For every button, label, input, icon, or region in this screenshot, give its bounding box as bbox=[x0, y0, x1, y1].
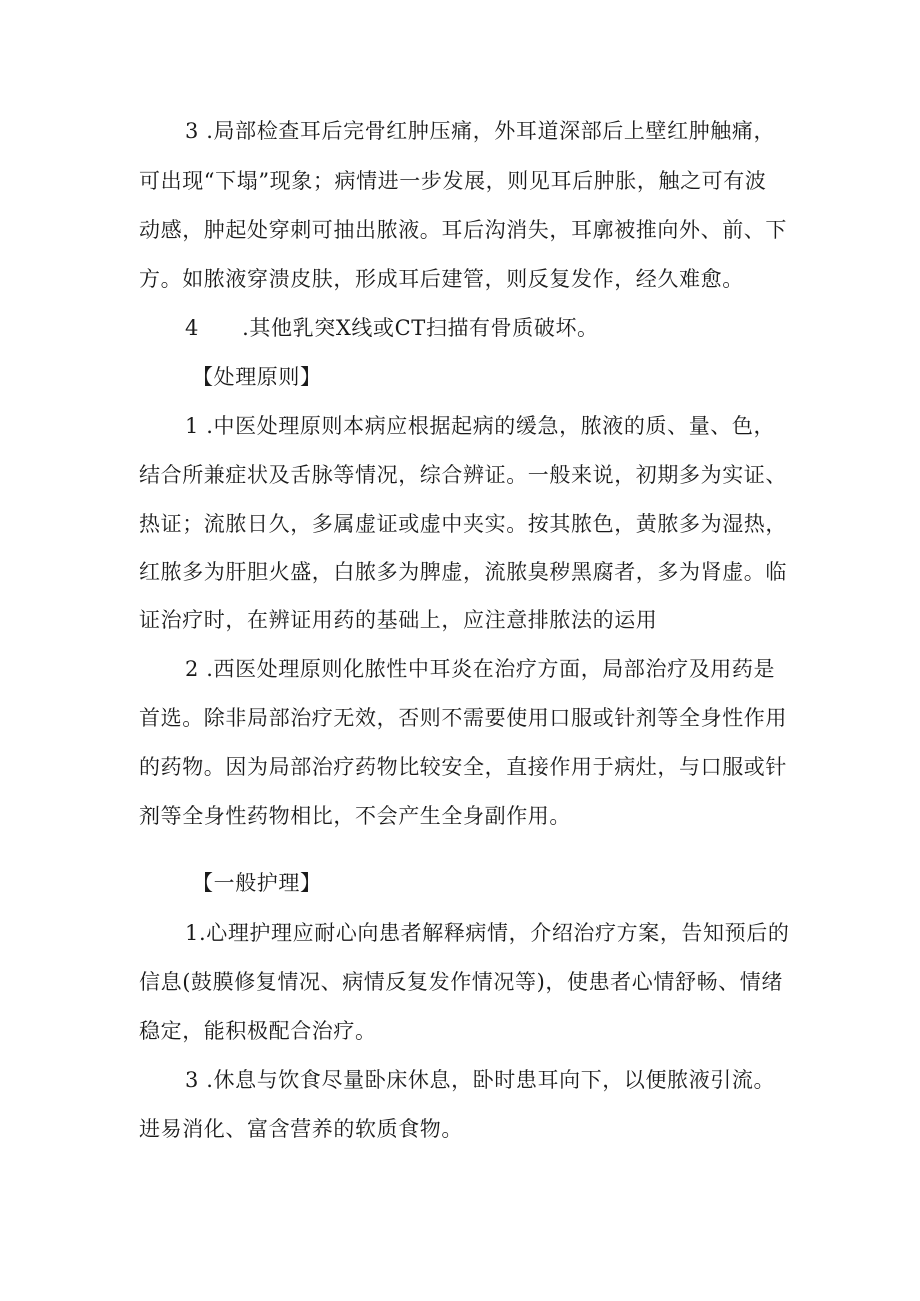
paragraph-line: 首选。除非局部治疗无效，否则不需要使用口服或针剂等全身性作用 bbox=[139, 706, 787, 730]
paragraph-line: 稳定，能积极配合治疗。 bbox=[139, 1019, 377, 1043]
section-heading: 【处理原则】 bbox=[192, 365, 322, 389]
paragraph-line: 4 .其他乳突X线或CT扫描有骨质破坏。 bbox=[185, 316, 599, 340]
paragraph-line: 动感，肿起处穿刺可抽出脓液。耳后沟消失，耳廓被推向外、前、下 bbox=[139, 218, 787, 242]
paragraph-line: 红脓多为肝胆火盛，白脓多为脾虚，流脓臭秽黑腐者，多为肾虚。临 bbox=[139, 560, 787, 584]
paragraph-line: 3 .局部检查耳后完骨红肿压痛，外耳道深部后上壁红肿触痛， bbox=[185, 119, 776, 143]
section-heading: 【一般护理】 bbox=[192, 871, 322, 895]
paragraph-line: 热证；流脓日久，多属虚证或虚中夹实。按其脓色，黄脓多为湿热， bbox=[139, 512, 787, 536]
paragraph-line: 1 .中医处理原则本病应根据起病的缓急，脓液的质、量、色， bbox=[185, 414, 776, 438]
paragraph-line: 2 .西医处理原则化脓性中耳炎在治疗方面，局部治疗及用药是 bbox=[185, 657, 776, 681]
paragraph-line: 1.心理护理应耐心向患者解释病情，介绍治疗方案，告知预后的 bbox=[185, 921, 790, 945]
paragraph-line: 证治疗时，在辨证用药的基础上，应注意排脓法的运用 bbox=[139, 608, 658, 632]
paragraph-line: 剂等全身性药物相比，不会产生全身副作用。 bbox=[139, 804, 571, 828]
paragraph-line: 进易消化、富含营养的软质食物。 bbox=[139, 1117, 463, 1141]
paragraph-line: 可出现“下塌”现象；病情进一步发展，则见耳后肿胀，触之可有波 bbox=[139, 169, 767, 193]
paragraph-line: 信息(鼓膜修复情况、病情反复发作情况等)，使患者心情舒畅、情绪 bbox=[139, 970, 783, 994]
paragraph-line: 方。如脓液穿溃皮肤，形成耳后建管，则反复发作，经久难愈。 bbox=[139, 267, 744, 291]
paragraph-line: 3 .休息与饮食尽量卧床休息，卧时患耳向下，以便脓液引流。 bbox=[185, 1068, 776, 1092]
paragraph-line: 结合所兼症状及舌脉等情况，综合辨证。一般来说，初期多为实证、 bbox=[139, 463, 787, 487]
paragraph-line: 的药物。因为局部治疗药物比较安全，直接作用于病灶，与口服或针 bbox=[139, 755, 787, 779]
